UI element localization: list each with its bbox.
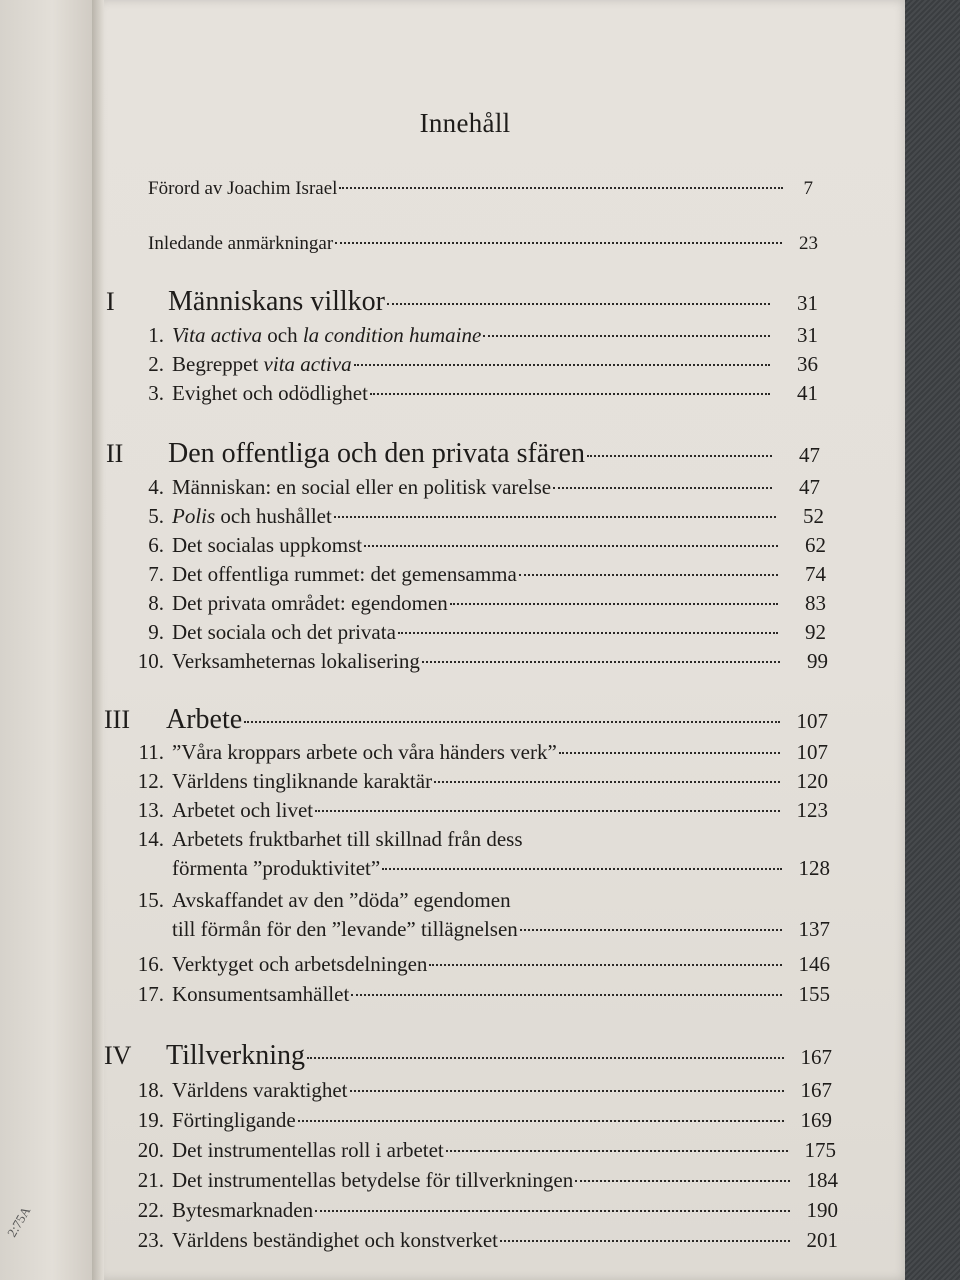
leader-dots bbox=[398, 632, 778, 634]
toc-chapter-5: 5. Polis och hushållet 52 bbox=[148, 504, 824, 528]
toc-chapter-17: 17. Konsumentsamhället 155 bbox=[137, 982, 830, 1006]
leader-dots bbox=[370, 393, 770, 395]
toc-chapter-6: 6. Det socialas uppkomst 62 bbox=[148, 533, 826, 557]
leader-dots bbox=[307, 1057, 784, 1059]
leader-dots bbox=[575, 1180, 790, 1182]
toc-chapter-15-line1: 15. Avskaffandet av den ”döda” egendomen bbox=[137, 888, 511, 912]
leader-dots bbox=[422, 661, 780, 663]
leader-dots bbox=[483, 335, 770, 337]
toc-chapter-8: 8. Det privata området: egendomen 83 bbox=[148, 591, 826, 615]
leader-dots bbox=[434, 781, 780, 783]
toc-chapter-21: 21. Det instrumentellas betydelse för tillverkningen 184 bbox=[137, 1168, 838, 1192]
leader-dots bbox=[387, 303, 770, 305]
left-page bbox=[0, 0, 95, 1280]
leader-dots bbox=[553, 487, 772, 489]
pencil-mark-icon: 2:75A bbox=[4, 1203, 34, 1240]
toc-part-i: I Människans villkor 31 bbox=[106, 286, 818, 317]
toc-part-ii: II Den offentliga och den privata sfären 47 bbox=[106, 438, 820, 469]
leader-dots bbox=[520, 929, 782, 931]
toc-chapter-4: 4. Människan: en social eller en politisk varelse 47 bbox=[148, 475, 820, 499]
toc-title: Innehåll bbox=[419, 108, 511, 138]
leader-dots bbox=[298, 1120, 784, 1122]
leader-dots bbox=[335, 242, 782, 244]
toc-part-iv: IV Tillverkning 167 bbox=[104, 1040, 832, 1071]
toc-chapter-20: 20. Det instrumentellas roll i arbetet 175 bbox=[137, 1138, 836, 1162]
leader-dots bbox=[559, 752, 780, 754]
leader-dots bbox=[446, 1150, 788, 1152]
toc-chapter-9: 9. Det sociala och det privata 92 bbox=[148, 620, 826, 644]
toc-entry-foreword: Förord av Joachim Israel 7 bbox=[148, 178, 813, 199]
toc-chapter-7: 7. Det offentliga rummet: det gemensamma 74 bbox=[148, 562, 826, 586]
leader-dots bbox=[244, 721, 780, 723]
toc-chapter-13: 13. Arbetet och livet 123 bbox=[137, 798, 828, 822]
toc-chapter-2: 2. Begreppet vita activa 36 bbox=[148, 352, 818, 376]
toc-chapter-23: 23. Världens beständighet och konstverket 201 bbox=[137, 1228, 838, 1252]
toc-chapter-22: 22. Bytesmarknaden 190 bbox=[137, 1198, 838, 1222]
toc-chapter-14-line1: 14. Arbetets fruktbarhet till skillnad från dess bbox=[137, 827, 523, 851]
toc-chapter-16: 16. Verktyget och arbetsdelningen 146 bbox=[137, 952, 830, 976]
toc-chapter-19: 19. Förtingligande 169 bbox=[137, 1108, 832, 1132]
book-cover-edge bbox=[905, 0, 960, 1280]
toc-chapter-15: till förmån för den ”levande” tillägnelsen 137 bbox=[172, 917, 830, 941]
leader-dots bbox=[354, 364, 770, 366]
toc-chapter-14: förmenta ”produktivitet” 128 bbox=[172, 856, 830, 880]
toc-part-iii: III Arbete 107 bbox=[104, 704, 828, 735]
leader-dots bbox=[519, 574, 778, 576]
toc-chapter-10: 10. Verksamheternas lokalisering 99 bbox=[137, 649, 828, 673]
leader-dots bbox=[450, 603, 778, 605]
leader-dots bbox=[315, 810, 780, 812]
leader-dots bbox=[350, 1090, 784, 1092]
toc-chapter-18: 18. Världens varaktighet 167 bbox=[137, 1078, 832, 1102]
leader-dots bbox=[315, 1210, 790, 1212]
leader-dots bbox=[429, 964, 782, 966]
toc-chapter-3: 3. Evighet och odödlighet 41 bbox=[148, 381, 818, 405]
leader-dots bbox=[339, 187, 783, 189]
toc-chapter-11: 11. ”Våra kroppars arbete och våra händers verk” 107 bbox=[138, 740, 828, 764]
leader-dots bbox=[334, 516, 776, 518]
leader-dots bbox=[382, 868, 782, 870]
toc-chapter-1: 1. Vita activa och la condition humaine 31 bbox=[148, 323, 818, 347]
toc-chapter-12: 12. Världens tingliknande karaktär 120 bbox=[137, 769, 828, 793]
leader-dots bbox=[351, 994, 782, 996]
leader-dots bbox=[500, 1240, 790, 1242]
leader-dots bbox=[364, 545, 778, 547]
toc-entry-introductory-remarks: Inledande anmärkningar 23 bbox=[148, 233, 818, 254]
leader-dots bbox=[587, 455, 772, 457]
